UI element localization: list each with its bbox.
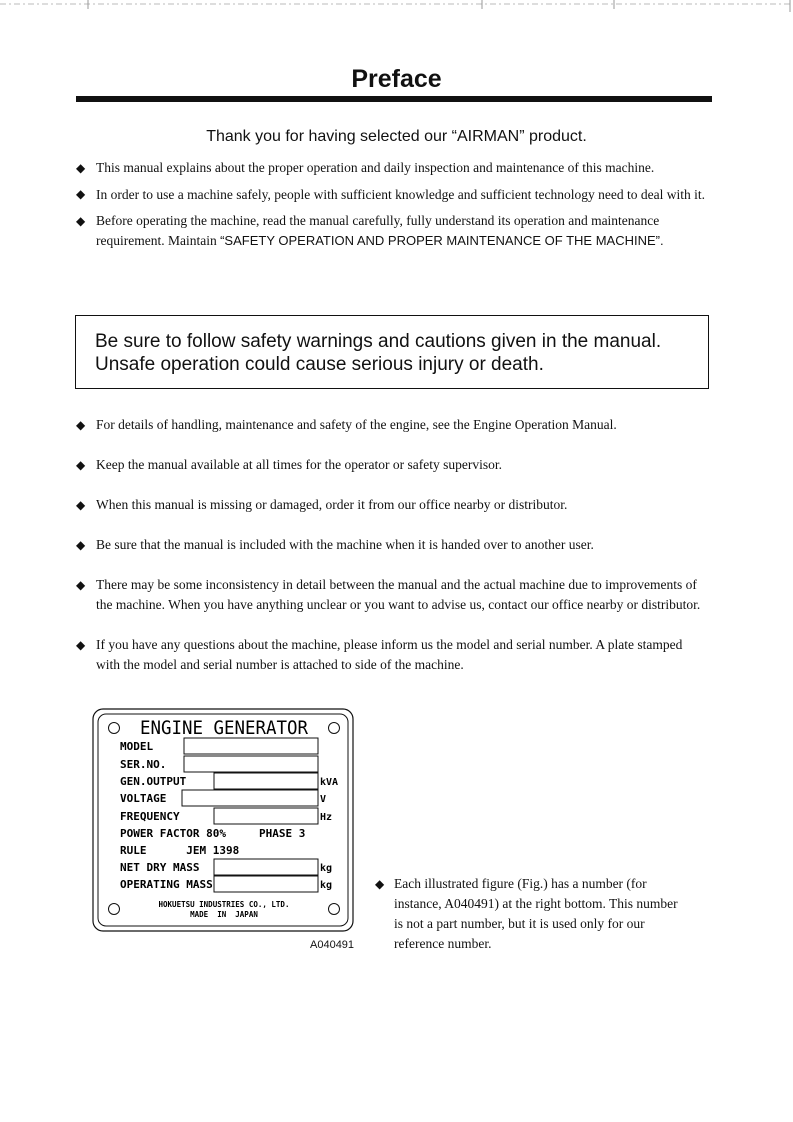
note-text: Be sure that the manual is included with the machine when it is handed over to another user. [96,537,594,552]
plate-net-dry-mass-label: NET DRY MASS [120,861,200,874]
figure-note-list [375,874,685,954]
safety-warning-box [75,315,709,389]
list-item [76,183,706,206]
rivet-icon [109,904,120,915]
plate-serial-label: SER.NO. [120,758,167,771]
page-title: Preface [351,65,442,93]
list-item [76,575,706,615]
plate-model-field [184,738,318,754]
diamond-bullet-icon: ◆ [76,418,86,432]
bullet-emphasis: “SAFETY OPERATION AND PROPER MAINTENANCE OF THE MACHINE”. [220,233,664,248]
plate-frequency-field [214,808,318,824]
plate-phase: PHASE 3 [259,827,306,840]
page-top-border [0,0,793,12]
bullet-text: Before operating the machine, read the manual carefully, fully understand its operation and maintenance requirement. Maintain [96,213,660,248]
diamond-bullet-icon: ◆ [76,161,86,175]
plate-output-label: GEN.OUTPUT [120,775,187,788]
plate-operating-mass-unit: kg [320,880,333,891]
plate-heading: ENGINE GENERATOR [140,717,309,739]
note-text: For details of handling, maintenance and safety of the engine, see the Engine Operation Manual. [96,417,617,432]
plate-power-factor: POWER FACTOR 80% [120,827,226,840]
list-item [76,495,706,515]
plate-voltage-label: VOLTAGE [120,792,167,805]
plate-operating-mass-field [214,876,318,892]
note-text: Keep the manual available at all times for the operator or safety supervisor. [96,457,502,472]
intro-bullet-list [76,158,706,256]
diamond-bullet-icon: ◆ [76,214,86,228]
plate-made-in: MADE IN JAPAN [190,910,258,919]
plate-operating-mass-label: OPERATING MASS [120,878,213,891]
plate-voltage-field [182,790,318,806]
plate-net-dry-mass-unit: kg [320,863,333,874]
note-text: If you have any questions about the machine, please inform us the model and serial number. A plate stamped with the model and serial number is attached to side of the machine. [96,637,683,672]
plate-frequency-label: FREQUENCY [120,810,180,823]
list-item [76,211,706,251]
bullet-text: In order to use a machine safely, people with sufficient knowledge and sufficient technology need to deal with it. [96,187,705,202]
figure-caption: A040491 [310,939,355,951]
plate-voltage-unit: V [320,794,327,805]
diamond-bullet-icon: ◆ [375,877,385,891]
thanks-line: Thank you for having selected our “AIRMAN” product. [206,128,587,145]
list-item [76,535,706,555]
note-text: There may be some inconsistency in detail between the manual and the actual machine due to improvements of the machine. When you have anything unclear or you want to advise us, contact our office nearby or distributor. [96,577,701,612]
plate-output-unit: kVA [320,777,339,788]
list-item [375,874,685,954]
figure-note-text: Each illustrated figure (Fig.) has a number (for instance, A040491) at the right bottom. This number is not a part number, but it is used only for our reference number. [394,876,678,951]
title-underline [76,96,712,102]
plate-output-field [214,773,318,789]
plate-rule: RULE JEM 1398 [120,844,240,857]
list-item [76,415,706,435]
plate-net-dry-mass-field [214,859,318,875]
rivet-icon [329,723,340,734]
list-item [76,635,706,675]
plate-frequency-unit: Hz [320,812,333,823]
bullet-text: This manual explains about the proper operation and daily inspection and maintenance of this machine. [96,160,655,175]
diamond-bullet-icon: ◆ [76,498,86,512]
plate-serial-field [184,756,318,772]
diamond-bullet-icon: ◆ [76,187,86,201]
list-item [76,158,706,178]
plate-model-label: MODEL [120,740,154,753]
list-item [76,455,706,475]
diamond-bullet-icon: ◆ [76,578,86,592]
diamond-bullet-icon: ◆ [76,458,86,472]
note-text: When this manual is missing or damaged, order it from our office nearby or distributor. [96,497,568,512]
notes-bullet-list [76,415,706,675]
diamond-bullet-icon: ◆ [76,538,86,552]
rivet-icon [329,904,340,915]
rivet-icon [109,723,120,734]
nameplate-figure [92,708,354,934]
plate-maker: HOKUETSU INDUSTRIES CO., LTD. [158,900,290,909]
warning-line-2: Unsafe operation could cause serious injury or death. [95,354,544,375]
diamond-bullet-icon: ◆ [76,638,86,652]
warning-line-1: Be sure to follow safety warnings and cautions given in the manual. [95,331,662,352]
